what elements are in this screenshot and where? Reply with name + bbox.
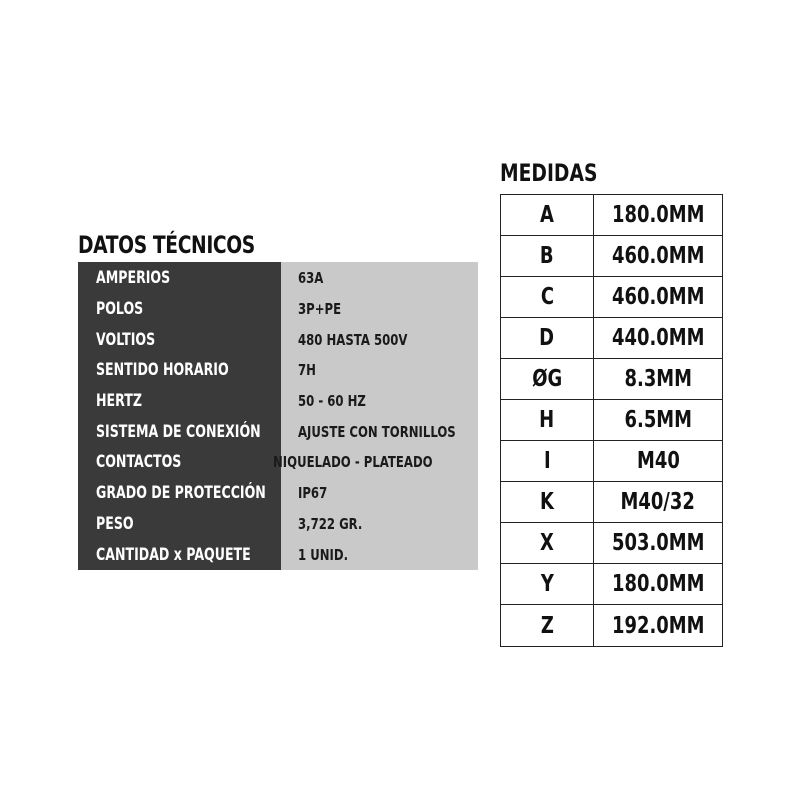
tech-value-text: 63A	[298, 269, 324, 288]
tech-row	[78, 324, 478, 355]
medidas-key-text: Y	[540, 571, 554, 597]
medidas-key-text: D	[539, 325, 555, 351]
tech-label-text: SENTIDO HORARIO	[96, 360, 229, 381]
medidas-key	[501, 236, 594, 276]
tech-value-text: 3P+PE	[298, 300, 342, 319]
tech-row	[78, 509, 478, 540]
medidas-key-text: H	[539, 407, 555, 433]
tech-label	[78, 299, 281, 319]
tech-label	[78, 268, 281, 288]
medidas-row	[501, 441, 722, 482]
datos-tecnicos-section	[78, 228, 478, 570]
medidas-row	[501, 277, 722, 318]
medidas-key-text: A	[540, 202, 554, 228]
medidas-value-text: 8.3MM	[624, 366, 692, 392]
medidas-row	[501, 195, 722, 236]
medidas-value	[594, 400, 722, 440]
medidas-row	[501, 236, 722, 277]
medidas-key	[501, 523, 594, 563]
medidas-key	[501, 441, 594, 481]
medidas-value-text: 460.0MM	[611, 243, 705, 269]
medidas-key	[501, 195, 594, 235]
tech-row	[78, 478, 478, 509]
tech-label	[78, 514, 281, 534]
medidas-value	[594, 441, 722, 481]
tech-label	[78, 422, 281, 442]
tech-value-text: AJUSTE CON TORNILLOS	[298, 422, 456, 441]
medidas-key	[501, 482, 594, 522]
tech-value-text: 3,722 GR.	[298, 514, 363, 533]
medidas-key	[501, 359, 594, 399]
tech-label	[78, 391, 281, 411]
medidas-key-text: C	[540, 284, 554, 310]
tech-value	[281, 331, 478, 349]
medidas-row	[501, 318, 722, 359]
tech-row	[78, 355, 478, 386]
medidas-table	[500, 194, 723, 647]
tech-label	[78, 452, 256, 472]
datos-tecnicos-title: DATOS TÉCNICOS	[78, 231, 255, 259]
tech-value-text: 50 - 60 HZ	[298, 392, 366, 411]
tech-value-text: 480 HASTA 500V	[298, 330, 408, 349]
medidas-value-text: 192.0MM	[611, 612, 705, 639]
tech-label-text: GRADO DE PROTECCIÓN	[96, 483, 266, 504]
medidas-key	[501, 318, 594, 358]
medidas-value	[594, 195, 722, 235]
medidas-row	[501, 605, 722, 646]
tech-label-text: HERTZ	[96, 391, 142, 412]
tech-row	[78, 539, 478, 570]
medidas-key-text: X	[540, 530, 554, 556]
tech-value	[281, 484, 478, 502]
tech-value	[281, 392, 478, 410]
tech-row	[78, 263, 478, 294]
medidas-row	[501, 523, 722, 564]
medidas-value	[594, 359, 722, 399]
tech-label-text: AMPERIOS	[96, 268, 171, 289]
medidas-title: MEDIDAS	[500, 159, 598, 187]
medidas-value-text: M40/32	[620, 489, 696, 515]
tech-label-text: POLOS	[96, 299, 144, 320]
tech-label	[78, 330, 281, 350]
tech-row	[78, 447, 478, 478]
medidas-value	[594, 236, 722, 276]
tech-label	[78, 545, 281, 565]
tech-label	[78, 483, 281, 503]
tech-value	[281, 423, 500, 441]
medidas-key-text: I	[543, 448, 551, 474]
tech-label-text: PESO	[96, 513, 134, 534]
medidas-value-text: 6.5MM	[624, 407, 692, 433]
medidas-value-text: 180.0MM	[611, 202, 705, 228]
tech-value	[281, 361, 478, 379]
tech-row	[78, 416, 478, 447]
medidas-key-text: Z	[540, 612, 554, 639]
tech-label-text: CANTIDAD x PAQUETE	[96, 544, 251, 565]
medidas-section	[500, 152, 723, 647]
medidas-value	[594, 277, 722, 317]
tech-value-text: NIQUELADO - PLATEADO	[273, 453, 433, 472]
medidas-value-text: 460.0MM	[611, 284, 705, 310]
tech-value	[281, 300, 478, 318]
tech-value	[256, 453, 478, 471]
tech-label-text: VOLTIOS	[96, 329, 156, 350]
medidas-key	[501, 400, 594, 440]
medidas-value-text: 180.0MM	[611, 571, 705, 597]
medidas-row	[501, 564, 722, 605]
tech-value-text: 7H	[298, 361, 316, 380]
medidas-value	[594, 564, 722, 604]
medidas-key	[501, 277, 594, 317]
tech-row	[78, 386, 478, 417]
tech-label	[78, 360, 281, 380]
medidas-row	[501, 482, 722, 523]
medidas-value-text: 503.0MM	[611, 530, 705, 556]
medidas-value	[594, 523, 722, 563]
tech-value	[281, 269, 478, 287]
medidas-value	[594, 318, 722, 358]
tech-row	[78, 294, 478, 325]
medidas-key	[501, 605, 594, 646]
medidas-key-text: B	[540, 243, 554, 269]
medidas-key-text: ØG	[532, 366, 562, 392]
tech-label-text: CONTACTOS	[96, 452, 182, 473]
medidas-row	[501, 400, 722, 441]
medidas-value	[594, 605, 722, 646]
tech-value-text: IP67	[298, 484, 328, 503]
medidas-key-text: K	[540, 489, 554, 515]
tech-value	[281, 546, 478, 564]
medidas-value-text: M40	[636, 448, 680, 474]
tech-label-text: SISTEMA DE CONEXIÓN	[96, 421, 261, 442]
medidas-row	[501, 359, 722, 400]
medidas-value	[594, 482, 722, 522]
medidas-key	[501, 564, 594, 604]
datos-tecnicos-table	[78, 262, 478, 570]
tech-value-text: 1 UNID.	[298, 545, 349, 564]
tech-value	[281, 515, 478, 533]
medidas-value-text: 440.0MM	[611, 325, 705, 351]
